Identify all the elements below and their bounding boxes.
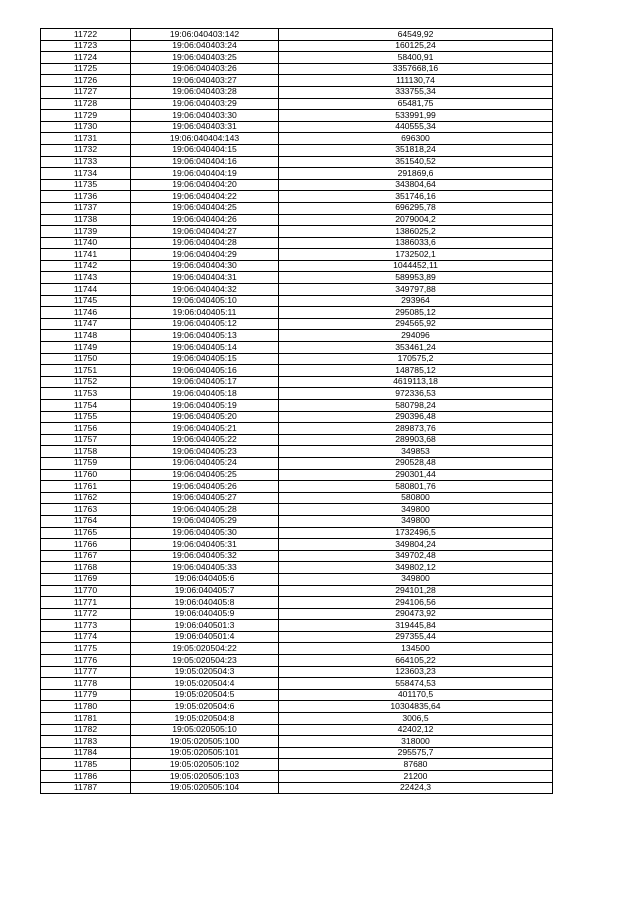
row-number-cell: 11777 bbox=[41, 666, 131, 678]
row-number-cell: 11775 bbox=[41, 643, 131, 655]
value-cell: 349800 bbox=[279, 573, 553, 585]
row-number-cell: 11779 bbox=[41, 689, 131, 701]
row-number-cell: 11731 bbox=[41, 133, 131, 145]
cadastral-number-cell: 19:06:040405:29 bbox=[131, 515, 279, 527]
row-number-cell: 11736 bbox=[41, 191, 131, 203]
cadastral-number-cell: 19:06:040404:20 bbox=[131, 179, 279, 191]
cadastral-number-cell: 19:06:040404:27 bbox=[131, 226, 279, 238]
cadastral-number-cell: 19:06:040405:31 bbox=[131, 539, 279, 551]
row-number-cell: 11771 bbox=[41, 597, 131, 609]
cadastral-number-cell: 19:06:040405:13 bbox=[131, 330, 279, 342]
cadastral-number-cell: 19:06:040404:31 bbox=[131, 272, 279, 284]
table-row bbox=[41, 191, 553, 203]
row-number-cell: 11772 bbox=[41, 608, 131, 620]
row-number-cell: 11766 bbox=[41, 539, 131, 551]
table-row bbox=[41, 597, 553, 609]
value-cell: 351818,24 bbox=[279, 144, 553, 156]
cadastral-number-cell: 19:06:040405:30 bbox=[131, 527, 279, 539]
table-row bbox=[41, 179, 553, 191]
row-number-cell: 11742 bbox=[41, 260, 131, 272]
cadastral-number-cell: 19:06:040404:28 bbox=[131, 237, 279, 249]
table-row bbox=[41, 504, 553, 516]
table-row bbox=[41, 75, 553, 87]
table-row bbox=[41, 411, 553, 423]
row-number-cell: 11741 bbox=[41, 249, 131, 261]
value-cell: 349853 bbox=[279, 446, 553, 458]
value-cell: 1386033,6 bbox=[279, 237, 553, 249]
cadastral-number-cell: 19:06:040403:24 bbox=[131, 40, 279, 52]
row-number-cell: 11782 bbox=[41, 724, 131, 736]
table-row bbox=[41, 689, 553, 701]
table-row bbox=[41, 492, 553, 504]
row-number-cell: 11758 bbox=[41, 446, 131, 458]
value-cell: 351746,16 bbox=[279, 191, 553, 203]
table-row bbox=[41, 110, 553, 122]
cadastral-number-cell: 19:06:040405:23 bbox=[131, 446, 279, 458]
value-cell: 160125,24 bbox=[279, 40, 553, 52]
cadastral-number-cell: 19:06:040404:143 bbox=[131, 133, 279, 145]
table-row bbox=[41, 782, 553, 794]
row-number-cell: 11734 bbox=[41, 168, 131, 180]
table-row bbox=[41, 388, 553, 400]
value-cell: 696300 bbox=[279, 133, 553, 145]
table-row bbox=[41, 481, 553, 493]
row-number-cell: 11754 bbox=[41, 400, 131, 412]
row-number-cell: 11727 bbox=[41, 86, 131, 98]
row-number-cell: 11774 bbox=[41, 631, 131, 643]
row-number-cell: 11761 bbox=[41, 481, 131, 493]
row-number-cell: 11733 bbox=[41, 156, 131, 168]
cadastral-number-cell: 19:05:020505:104 bbox=[131, 782, 279, 794]
row-number-cell: 11725 bbox=[41, 63, 131, 75]
table-row bbox=[41, 86, 553, 98]
table-row bbox=[41, 771, 553, 783]
table-row bbox=[41, 400, 553, 412]
row-number-cell: 11751 bbox=[41, 365, 131, 377]
row-number-cell: 11749 bbox=[41, 342, 131, 354]
value-cell: 1386025,2 bbox=[279, 226, 553, 238]
table-row bbox=[41, 144, 553, 156]
table-row bbox=[41, 156, 553, 168]
table-row bbox=[41, 226, 553, 238]
value-cell: 297355,44 bbox=[279, 631, 553, 643]
value-cell: 558474,53 bbox=[279, 678, 553, 690]
value-cell: 343804,64 bbox=[279, 179, 553, 191]
cadastral-number-cell: 19:06:040404:26 bbox=[131, 214, 279, 226]
value-cell: 170575,2 bbox=[279, 353, 553, 365]
table-row bbox=[41, 631, 553, 643]
value-cell: 58400,91 bbox=[279, 52, 553, 64]
value-cell: 294096 bbox=[279, 330, 553, 342]
value-cell: 1732502,1 bbox=[279, 249, 553, 261]
value-cell: 349800 bbox=[279, 515, 553, 527]
row-number-cell: 11737 bbox=[41, 202, 131, 214]
row-number-cell: 11743 bbox=[41, 272, 131, 284]
table-row bbox=[41, 353, 553, 365]
cadastral-number-cell: 19:06:040404:22 bbox=[131, 191, 279, 203]
table-row bbox=[41, 133, 553, 145]
row-number-cell: 11757 bbox=[41, 434, 131, 446]
table-row bbox=[41, 214, 553, 226]
cadastral-number-cell: 19:06:040404:19 bbox=[131, 168, 279, 180]
row-number-cell: 11785 bbox=[41, 759, 131, 771]
row-number-cell: 11781 bbox=[41, 713, 131, 725]
cadastral-number-cell: 19:06:040405:8 bbox=[131, 597, 279, 609]
cadastral-number-cell: 19:06:040405:17 bbox=[131, 376, 279, 388]
cadastral-number-cell: 19:06:040403:142 bbox=[131, 29, 279, 41]
cadastral-number-cell: 19:06:040405:28 bbox=[131, 504, 279, 516]
value-cell: 533991,99 bbox=[279, 110, 553, 122]
table-row bbox=[41, 759, 553, 771]
cadastral-number-cell: 19:06:040405:25 bbox=[131, 469, 279, 481]
value-cell: 295575,7 bbox=[279, 747, 553, 759]
table-row bbox=[41, 121, 553, 133]
table-body bbox=[41, 29, 553, 794]
value-cell: 401170,5 bbox=[279, 689, 553, 701]
cadastral-number-cell: 19:06:040403:25 bbox=[131, 52, 279, 64]
value-cell: 134500 bbox=[279, 643, 553, 655]
cadastral-number-cell: 19:06:040404:15 bbox=[131, 144, 279, 156]
cadastral-number-cell: 19:05:020504:22 bbox=[131, 643, 279, 655]
table-row bbox=[41, 295, 553, 307]
cadastral-number-cell: 19:06:040405:22 bbox=[131, 434, 279, 446]
table-row bbox=[41, 260, 553, 272]
value-cell: 319445,84 bbox=[279, 620, 553, 632]
value-cell: 290396,48 bbox=[279, 411, 553, 423]
value-cell: 440555,34 bbox=[279, 121, 553, 133]
value-cell: 294101,28 bbox=[279, 585, 553, 597]
cadastral-number-cell: 19:06:040501:4 bbox=[131, 631, 279, 643]
row-number-cell: 11745 bbox=[41, 295, 131, 307]
value-cell: 696295,78 bbox=[279, 202, 553, 214]
cadastral-number-cell: 19:05:020504:4 bbox=[131, 678, 279, 690]
value-cell: 64549,92 bbox=[279, 29, 553, 41]
table-row bbox=[41, 562, 553, 574]
cadastral-number-cell: 19:06:040404:32 bbox=[131, 284, 279, 296]
row-number-cell: 11770 bbox=[41, 585, 131, 597]
value-cell: 65481,75 bbox=[279, 98, 553, 110]
value-cell: 1044452,11 bbox=[279, 260, 553, 272]
row-number-cell: 11747 bbox=[41, 318, 131, 330]
table-row bbox=[41, 713, 553, 725]
row-number-cell: 11724 bbox=[41, 52, 131, 64]
cadastral-number-cell: 19:05:020504:23 bbox=[131, 655, 279, 667]
value-cell: 589953,89 bbox=[279, 272, 553, 284]
table-row bbox=[41, 446, 553, 458]
table-row bbox=[41, 678, 553, 690]
value-cell: 349802,12 bbox=[279, 562, 553, 574]
value-cell: 333755,34 bbox=[279, 86, 553, 98]
cadastral-number-cell: 19:05:020505:100 bbox=[131, 736, 279, 748]
cadastral-number-cell: 19:06:040405:24 bbox=[131, 457, 279, 469]
table-row bbox=[41, 655, 553, 667]
table-row bbox=[41, 272, 553, 284]
cadastral-number-cell: 19:06:040404:29 bbox=[131, 249, 279, 261]
value-cell: 293964 bbox=[279, 295, 553, 307]
value-cell: 294565,92 bbox=[279, 318, 553, 330]
value-cell: 3357668,16 bbox=[279, 63, 553, 75]
value-cell: 87680 bbox=[279, 759, 553, 771]
table-row bbox=[41, 202, 553, 214]
cadastral-number-cell: 19:06:040403:30 bbox=[131, 110, 279, 122]
table-row bbox=[41, 701, 553, 713]
table-row bbox=[41, 423, 553, 435]
row-number-cell: 11755 bbox=[41, 411, 131, 423]
value-cell: 22424,3 bbox=[279, 782, 553, 794]
table-row bbox=[41, 643, 553, 655]
table-row bbox=[41, 284, 553, 296]
row-number-cell: 11739 bbox=[41, 226, 131, 238]
cadastral-number-cell: 19:06:040405:10 bbox=[131, 295, 279, 307]
table-row bbox=[41, 620, 553, 632]
row-number-cell: 11750 bbox=[41, 353, 131, 365]
table-row bbox=[41, 608, 553, 620]
cadastral-number-cell: 19:06:040405:15 bbox=[131, 353, 279, 365]
table-row bbox=[41, 736, 553, 748]
table-row bbox=[41, 98, 553, 110]
row-number-cell: 11740 bbox=[41, 237, 131, 249]
table-row bbox=[41, 365, 553, 377]
row-number-cell: 11735 bbox=[41, 179, 131, 191]
row-number-cell: 11759 bbox=[41, 457, 131, 469]
cadastral-number-cell: 19:06:040403:29 bbox=[131, 98, 279, 110]
row-number-cell: 11762 bbox=[41, 492, 131, 504]
table-row bbox=[41, 573, 553, 585]
cadastral-number-cell: 19:06:040405:16 bbox=[131, 365, 279, 377]
table-row bbox=[41, 40, 553, 52]
value-cell: 4619113,18 bbox=[279, 376, 553, 388]
data-table bbox=[40, 28, 553, 794]
row-number-cell: 11765 bbox=[41, 527, 131, 539]
row-number-cell: 11769 bbox=[41, 573, 131, 585]
value-cell: 111130,74 bbox=[279, 75, 553, 87]
table-row bbox=[41, 539, 553, 551]
row-number-cell: 11752 bbox=[41, 376, 131, 388]
table-row bbox=[41, 168, 553, 180]
cadastral-number-cell: 19:05:020505:103 bbox=[131, 771, 279, 783]
row-number-cell: 11732 bbox=[41, 144, 131, 156]
cadastral-number-cell: 19:06:040405:20 bbox=[131, 411, 279, 423]
value-cell: 295085,12 bbox=[279, 307, 553, 319]
table-row bbox=[41, 307, 553, 319]
value-cell: 349797,88 bbox=[279, 284, 553, 296]
value-cell: 289873,76 bbox=[279, 423, 553, 435]
value-cell: 353461,24 bbox=[279, 342, 553, 354]
row-number-cell: 11753 bbox=[41, 388, 131, 400]
cadastral-number-cell: 19:06:040405:33 bbox=[131, 562, 279, 574]
value-cell: 580800 bbox=[279, 492, 553, 504]
cadastral-number-cell: 19:06:040405:6 bbox=[131, 573, 279, 585]
value-cell: 972336,53 bbox=[279, 388, 553, 400]
table-row bbox=[41, 318, 553, 330]
row-number-cell: 11764 bbox=[41, 515, 131, 527]
cadastral-number-cell: 19:05:020504:6 bbox=[131, 701, 279, 713]
value-cell: 349702,48 bbox=[279, 550, 553, 562]
table-row bbox=[41, 342, 553, 354]
cadastral-number-cell: 19:06:040405:19 bbox=[131, 400, 279, 412]
row-number-cell: 11780 bbox=[41, 701, 131, 713]
cadastral-number-cell: 19:06:040403:31 bbox=[131, 121, 279, 133]
row-number-cell: 11768 bbox=[41, 562, 131, 574]
value-cell: 290528,48 bbox=[279, 457, 553, 469]
table-row bbox=[41, 527, 553, 539]
table-row bbox=[41, 249, 553, 261]
row-number-cell: 11776 bbox=[41, 655, 131, 667]
row-number-cell: 11728 bbox=[41, 98, 131, 110]
cadastral-number-cell: 19:05:020505:101 bbox=[131, 747, 279, 759]
value-cell: 3006,5 bbox=[279, 713, 553, 725]
cadastral-number-cell: 19:06:040405:27 bbox=[131, 492, 279, 504]
value-cell: 148785,12 bbox=[279, 365, 553, 377]
row-number-cell: 11748 bbox=[41, 330, 131, 342]
cadastral-number-cell: 19:05:020505:10 bbox=[131, 724, 279, 736]
cadastral-number-cell: 19:06:040404:30 bbox=[131, 260, 279, 272]
row-number-cell: 11723 bbox=[41, 40, 131, 52]
value-cell: 42402,12 bbox=[279, 724, 553, 736]
cadastral-number-cell: 19:06:040405:7 bbox=[131, 585, 279, 597]
value-cell: 1732496,5 bbox=[279, 527, 553, 539]
row-number-cell: 11784 bbox=[41, 747, 131, 759]
table-row bbox=[41, 330, 553, 342]
value-cell: 290473,92 bbox=[279, 608, 553, 620]
row-number-cell: 11787 bbox=[41, 782, 131, 794]
row-number-cell: 11730 bbox=[41, 121, 131, 133]
cadastral-number-cell: 19:06:040405:32 bbox=[131, 550, 279, 562]
value-cell: 580801,76 bbox=[279, 481, 553, 493]
cadastral-number-cell: 19:05:020504:5 bbox=[131, 689, 279, 701]
row-number-cell: 11763 bbox=[41, 504, 131, 516]
table-row bbox=[41, 63, 553, 75]
row-number-cell: 11783 bbox=[41, 736, 131, 748]
value-cell: 351540,52 bbox=[279, 156, 553, 168]
table-row bbox=[41, 585, 553, 597]
cadastral-number-cell: 19:05:020504:8 bbox=[131, 713, 279, 725]
table-row bbox=[41, 747, 553, 759]
table-row bbox=[41, 434, 553, 446]
row-number-cell: 11722 bbox=[41, 29, 131, 41]
cadastral-number-cell: 19:06:040404:25 bbox=[131, 202, 279, 214]
cadastral-number-cell: 19:06:040501:3 bbox=[131, 620, 279, 632]
row-number-cell: 11773 bbox=[41, 620, 131, 632]
cadastral-number-cell: 19:06:040404:16 bbox=[131, 156, 279, 168]
cadastral-number-cell: 19:06:040403:27 bbox=[131, 75, 279, 87]
value-cell: 664105,22 bbox=[279, 655, 553, 667]
table-row bbox=[41, 469, 553, 481]
table-row bbox=[41, 457, 553, 469]
cadastral-number-cell: 19:05:020504:3 bbox=[131, 666, 279, 678]
row-number-cell: 11726 bbox=[41, 75, 131, 87]
value-cell: 349800 bbox=[279, 504, 553, 516]
table-row bbox=[41, 550, 553, 562]
cadastral-number-cell: 19:06:040403:26 bbox=[131, 63, 279, 75]
value-cell: 289903,68 bbox=[279, 434, 553, 446]
value-cell: 580798,24 bbox=[279, 400, 553, 412]
value-cell: 290301,44 bbox=[279, 469, 553, 481]
table-row bbox=[41, 237, 553, 249]
row-number-cell: 11746 bbox=[41, 307, 131, 319]
row-number-cell: 11738 bbox=[41, 214, 131, 226]
cadastral-number-cell: 19:06:040405:26 bbox=[131, 481, 279, 493]
row-number-cell: 11760 bbox=[41, 469, 131, 481]
value-cell: 294106,56 bbox=[279, 597, 553, 609]
value-cell: 123603,23 bbox=[279, 666, 553, 678]
value-cell: 10304835,64 bbox=[279, 701, 553, 713]
row-number-cell: 11767 bbox=[41, 550, 131, 562]
table-row bbox=[41, 52, 553, 64]
table-row bbox=[41, 666, 553, 678]
table-row bbox=[41, 376, 553, 388]
cadastral-number-cell: 19:06:040405:21 bbox=[131, 423, 279, 435]
cadastral-number-cell: 19:06:040405:9 bbox=[131, 608, 279, 620]
value-cell: 2079004,2 bbox=[279, 214, 553, 226]
cadastral-number-cell: 19:06:040403:28 bbox=[131, 86, 279, 98]
cadastral-number-cell: 19:06:040405:12 bbox=[131, 318, 279, 330]
value-cell: 318000 bbox=[279, 736, 553, 748]
row-number-cell: 11778 bbox=[41, 678, 131, 690]
row-number-cell: 11786 bbox=[41, 771, 131, 783]
table-row bbox=[41, 724, 553, 736]
row-number-cell: 11744 bbox=[41, 284, 131, 296]
cadastral-number-cell: 19:06:040405:14 bbox=[131, 342, 279, 354]
row-number-cell: 11756 bbox=[41, 423, 131, 435]
value-cell: 291869,6 bbox=[279, 168, 553, 180]
table-row bbox=[41, 29, 553, 41]
value-cell: 21200 bbox=[279, 771, 553, 783]
row-number-cell: 11729 bbox=[41, 110, 131, 122]
cadastral-number-cell: 19:06:040405:18 bbox=[131, 388, 279, 400]
table-row bbox=[41, 515, 553, 527]
cadastral-number-cell: 19:06:040405:11 bbox=[131, 307, 279, 319]
cadastral-number-cell: 19:05:020505:102 bbox=[131, 759, 279, 771]
value-cell: 349804,24 bbox=[279, 539, 553, 551]
